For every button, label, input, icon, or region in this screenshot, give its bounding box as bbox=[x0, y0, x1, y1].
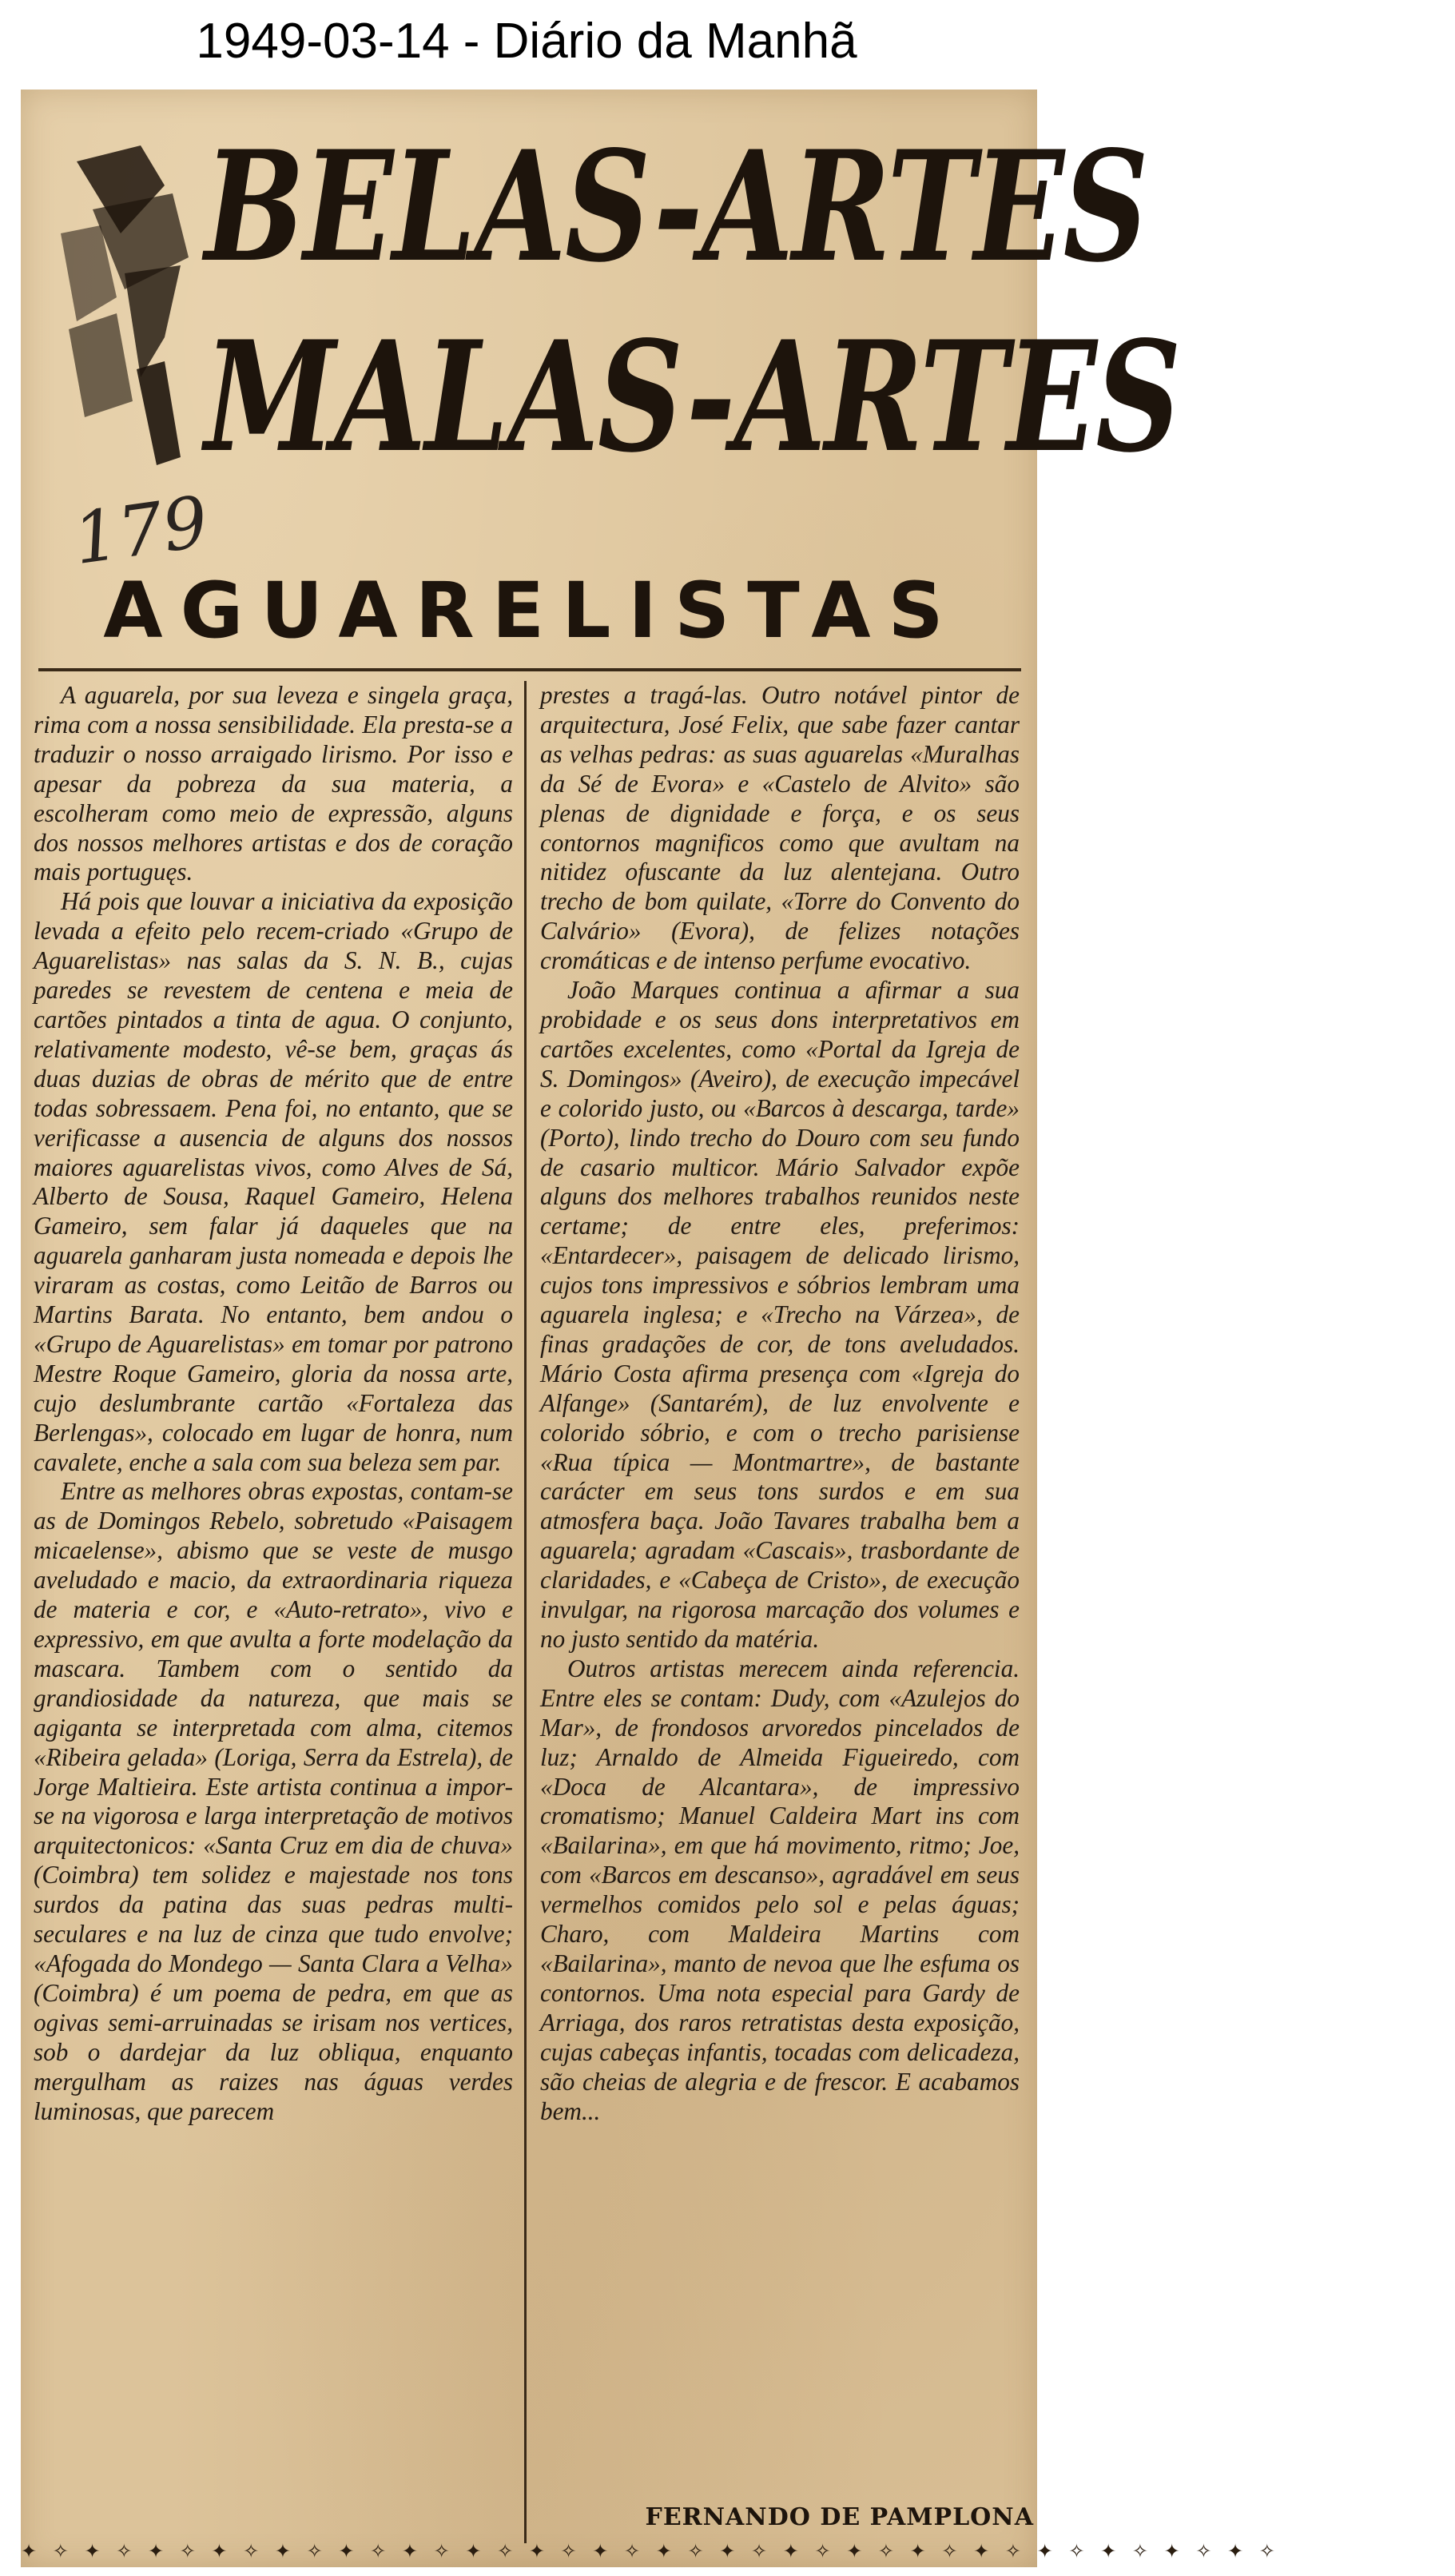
page-caption: 1949-03-14 - Diário da Manhã bbox=[0, 0, 1053, 83]
headline-line-1: BELAS-ARTES bbox=[205, 117, 1148, 296]
paintbrush-illustration bbox=[45, 137, 229, 473]
article-paragraph: Outros artistas merecem ainda referencia. Entre eles se contam: Dudy, com «Azulejos do Mar», de frondosos arvoredos pincelados de luz; Arnaldo de Almeida Figueiredo, com «Doca de Alcantara», de impressivo cromatismo; Manuel Caldeira Mart ins com «Bailarina», em que há movimento, ritmo; Joe, com «Barcos em descanso», agradável em seus vermelhos comidos pelo sol e pelas águas; Charo, com Maldeira Martins com «Bailarina», manto de nevoa que lhe esfuma os contornos. Uma nota especial para Gardy de Arriaga, dos raros retratistas desta exposição, cujas cabeças infantis, tocadas com delicadeza, são cheias de alegria e de frescor. E acabamos bem... bbox=[540, 1654, 1020, 2125]
newspaper-clipping bbox=[21, 90, 1280, 2567]
article-paragraph: Entre as melhores obras expostas, contam-se as de Domingos Rebelo, sobretudo «Paisagem micaelense», abismo que se veste de musgo aveludado e macio, da extraordinaria riqueza de materia e cor, e «Auto-retrato», vivo e expressivo, em que avulta a forte modelação da mascara. Tambem com o sentido da grandiosidade da natureza, que mais se agiganta se interpretada com alma, citemos «Ribeira gelada» (Loriga, Serra da Estrela), de Jorge Maltieira. Este artista continua a impor-se na vigorosa e larga interpretação de motivos arquitectonicos: «Santa Cruz em dia de chuva» (Coimbra) tem solidez e majestade nos tons surdos da patina das suas pedras multi-seculares e na luz de cinza que tudo envolve; «Afogada do Mondego — Santa Clara a Velha» (Coimbra) é um poema de pedra, em que as ogivas semi-arruinadas se irisam nos vertices, sob o dardejar da luz obliqua, enquanto mergulham as raizes nas águas verdes luminosas, que parecem bbox=[34, 1477, 513, 2125]
article-paragraph: prestes a tragá-las. Outro notável pintor de arquitectura, José Felix, que sabe fazer cantar as velhas pedras: as suas aguarelas «Muralhas da Sé de Evora» e «Castelo de Alvito» são plenas de dignidade e força, e os seus contornos magnificos como que avultam na nitidez ofuscante da luz alentejana. Outro trecho de bom quilate, «Torre do Convento do Calvário» (Evora), de felizes notações cromáticas e de intenso perfume evocativo. bbox=[540, 681, 1020, 975]
header-rule bbox=[38, 668, 1021, 671]
article-paragraph: A aguarela, por sua leveza e singela graça, rima com a nossa sensibilidade. Ela presta-se a traduzir o nosso arraigado lirismo. Por isso e apesar da pobreza da sua materia, a escolheram como meio de expressão, alguns dos nossos melhores artistas e dos de coração mais portuguęs. bbox=[34, 681, 513, 886]
article-column-right bbox=[540, 681, 1020, 2495]
handwritten-number: 179 bbox=[68, 480, 213, 581]
headline-line-2: MALAS-ARTES bbox=[205, 308, 1180, 486]
column-divider bbox=[524, 681, 527, 2543]
author-signature: FERNANDO DE PAMPLONA bbox=[645, 2503, 1034, 2531]
ornamental-border: ✦ ✧ ✦ ✧ ✦ ✧ ✦ ✧ ✦ ✧ ✦ ✧ ✦ ✧ ✦ ✧ ✦ ✧ ✦ ✧ ✦ ✧ ✦ ✧ ✦ ✧ ✦ ✧ ✦ ✧ ✦ ✧ ✦ ✧ ✦ ✧ ✦ ✧ ✦ ✧ bbox=[21, 2540, 1280, 2562]
section-title: AGUARELISTAS bbox=[103, 566, 961, 655]
article-column-left bbox=[34, 681, 513, 2511]
article-paragraph: João Marques continua a afirmar a sua probidade e os seus dons interpretativos em cartões excelentes, como «Portal da Igreja de S. Domingos» (Aveiro), de execução impecável e colorido justo, ou «Barcos à descarga, tarde» (Porto), lindo trecho do Douro com seu fundo de casario multicor. Mário Salvador expõe alguns dos melhores trabalhos reunidos neste certame; de entre eles, preferimos: «Entardecer», paisagem de delicado lirismo, cujos tons impressivos e sóbrios lembram uma aguarela inglesa; e «Trecho na Várzea», de finas gradações de cor, de tons aveludados. Mário Costa afirma presença com «Igreja do Alfange» (Santarém), de luz envolvente e colorido sóbrio, e com o trecho parisiense «Rua típica — Montmartre», de bastante carácter em seus tons surdos e em sua atmosfera baça. João Tavares trabalha bem a aguarela; agradam «Cascais», trasbordante de claridades, e «Cabeça de Cristo», de execução invulgar, na rigorosa marcação dos volumes e no justo sentido da matéria. bbox=[540, 976, 1020, 1653]
article-paragraph: Há pois que louvar a iniciativa da exposição levada a efeito pelo recem-criado «Grupo de Aguarelistas» nas salas da S. N. B., cujas paredes se revestem de centena e meia de cartões pintados a tinta de agua. O conjunto, relativamente modesto, vê-se bem, graças ás duas duzias de obras de mérito que de entre todas sobressaem. Pena foi, no entanto, que se verificasse a ausencia de alguns dos nossos maiores aguarelistas vivos, como Alves de Sá, Alberto de Sousa, Raquel Gameiro, Helena Gameiro, sem falar já daqueles que na aguarela ganharam justa nomeada e depois lhe viraram as costas, como Leitão de Barros ou Martins Barata. No entanto, bem andou o «Grupo de Aguarelistas» em tomar por patrono Mestre Roque Gameiro, gloria da nossa arte, cujo deslumbrante cartão «Fortaleza das Berlengas», colocado em lugar de honra, num cavalete, enche a sala com sua beleza sem par. bbox=[34, 887, 513, 1476]
